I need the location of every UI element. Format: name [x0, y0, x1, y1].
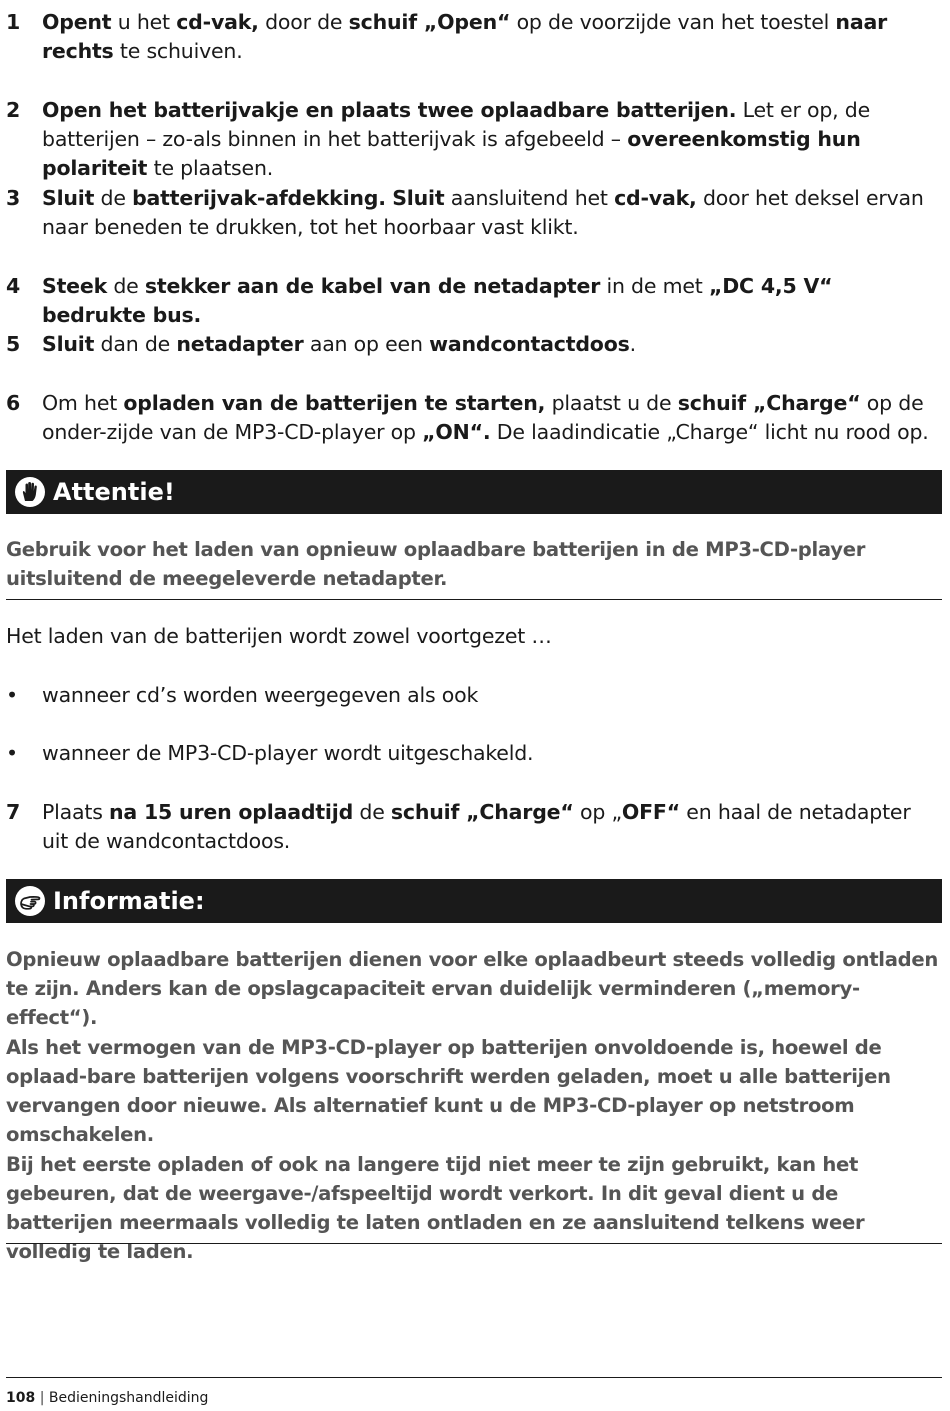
attention-text: Gebruik voor het laden van opnieuw oplaadbare batterijen in de MP3-CD-player uitsluitend de meegeleverde netadapter. — [6, 538, 866, 590]
step-number: 2 — [6, 98, 21, 122]
step-2 — [6, 96, 938, 183]
step-1 — [6, 8, 938, 66]
bullet-marker: • — [6, 683, 18, 707]
divider — [6, 1243, 942, 1244]
step-text: Steek de stekker aan de kabel van de netadapter in de met „DC 4,5 V“ bedrukte bus. — [42, 274, 833, 327]
list-item-text: wanneer de MP3-CD-player wordt uitgeschakeld. — [42, 741, 534, 765]
step-number: 7 — [6, 800, 21, 824]
step-number: 1 — [6, 10, 21, 34]
information-paragraph: Bij het eerste opladen of ook na langere tijd niet meer te zijn gebruikt, kan het gebeuren, dat de weergave-/afspeeltijd wordt verkort. In dit geval dient u de batterijen meermaals volledig te laten ontladen en ze aansluitend telkens weer volledig te laden. — [6, 1153, 865, 1263]
attention-header — [6, 470, 942, 514]
information-paragraph: Als het vermogen van de MP3-CD-player op batterijen onvoldoende is, hoewel de oplaad-bare batterijen volgens voorschrift werden geladen, moet u alle batterijen vervangen door nieuwe. Als alternatief kunt u de MP3-CD-player op netstroom omschakelen. — [6, 1036, 891, 1146]
continuation-intro: Het laden van de batterijen wordt zowel voortgezet … — [6, 624, 552, 648]
information-title: Informatie: — [53, 887, 205, 915]
step-6 — [6, 389, 938, 447]
step-number: 5 — [6, 332, 21, 356]
bullet-marker: • — [6, 741, 18, 765]
step-text: Sluit dan de netadapter aan op een wandcontactdoos. — [42, 332, 636, 356]
list-item-text: wanneer cd’s worden weergegeven als ook — [42, 683, 479, 707]
attention-title: Attentie! — [53, 478, 175, 506]
step-5 — [6, 330, 938, 359]
step-number: 6 — [6, 391, 21, 415]
pointing-hand-icon — [15, 886, 45, 916]
footer-separator: | — [39, 1390, 45, 1406]
divider — [6, 599, 942, 600]
step-text: Open het batterijvakje en plaats twee oplaadbare batterijen. Let er op, de batterijen – zo-als binnen in het batterijvak is afgebeeld – overeenkomstig hun polariteit te plaatsen. — [42, 98, 871, 180]
step-text: Opent u het cd-vak, door de schuif „Open“ op de voorzijde van het toestel naar rechts te schuiven. — [42, 10, 887, 63]
page-number: 108 — [6, 1390, 36, 1406]
list-item — [6, 739, 533, 768]
footer-label: Bedieningshandleiding — [48, 1390, 209, 1406]
footer-rule — [6, 1377, 942, 1378]
step-3 — [6, 184, 938, 242]
list-item — [6, 681, 478, 710]
step-text: Sluit de batterijvak-afdekking. Sluit aansluitend het cd-vak, door het deksel ervan naar beneden te drukken, tot het hoorbaar vast klikt. — [42, 186, 924, 239]
hand-stop-icon — [15, 477, 45, 507]
page-footer — [6, 1390, 208, 1406]
step-4 — [6, 272, 938, 330]
step-number: 4 — [6, 274, 21, 298]
step-text: Om het opladen van de batterijen te starten, plaatst u de schuif „Charge“ op de onder-zijde van de MP3-CD-player op „ON“. De laadindicatie „Charge“ licht nu rood op. — [42, 391, 929, 444]
step-7 — [6, 798, 938, 856]
step-text: Plaats na 15 uren oplaadtijd de schuif „Charge“ op „OFF“ en haal de netadapter uit de wandcontactdoos. — [42, 800, 911, 853]
information-header — [6, 879, 942, 923]
information-paragraph: Opnieuw oplaadbare batterijen dienen voor elke oplaadbeurt steeds volledig ontladen te zijn. Anders kan de opslagcapaciteit ervan duidelijk verminderen („memory-effect“). — [6, 948, 938, 1029]
step-number: 3 — [6, 186, 21, 210]
